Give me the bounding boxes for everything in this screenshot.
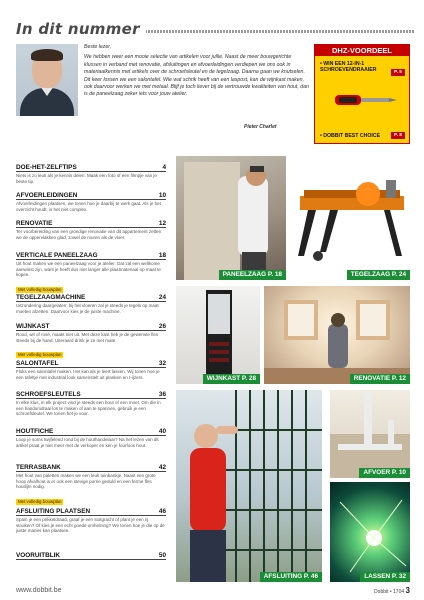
toc-entry-description: Rood, wit of rosé, maakt niet uit. Met deze kast heb je de gewenste fles steeds bij de hand. Uiteraard drink je ze met mate. <box>16 332 159 343</box>
toc-entry-description: Spain je een prikkeldraad, graaf je een stotgracht of plant je een rij struiken? Of kies je een echt goede omheining? We tonen hoe je die op de juiste manier kan plaatsen. <box>16 517 165 533</box>
toc-entry-page: 36 <box>158 391 166 398</box>
toc-entry-title: VOORUITBLIK <box>16 552 61 559</box>
caption-afvoer: AFVOER P. 10 <box>359 468 410 478</box>
toc-entry-title: RENOVATIE <box>16 220 53 227</box>
toc-entry-description: Fluks een salontafel maken. Het kan als je leert lassen. Wij tonen hoe je een tafeltje met industrial look samenstelt uit planken en I-ijzers. <box>16 369 160 380</box>
footer-issue: Dobbit • 1704 <box>374 589 405 595</box>
photo-afvoer[interactable] <box>330 390 410 478</box>
caption-tegelzaag: TEGELZAAG P. 24 <box>347 270 410 280</box>
toc-entry-page: 18 <box>158 252 166 259</box>
promo-item-best-choice-page: P. 8 <box>391 132 405 139</box>
toc-entry-description: Niets is zo leuk als je kennis delen. Maak een foto of een filmpje van je beste tip. <box>16 173 157 184</box>
toc-entry-page: 10 <box>158 192 166 199</box>
intro-body: We hebben weer een mooie selectie van artikelen voor jullie. Naast de meer bouwgerichte klussen in verband met renovatie, afsluitingen en afvoerleidingen verdiepen we ons ook in materiaalkennis met artikels over de schroefsleutel en de tegelzaag. Daarna gaan we knutselen. Dit keer lossen we een salontafel. Wie wat schrik heeft van een laspost, kan de wijnkast maken, ook daarvoor werken we met metaal. Blijf je toch liever bij de vertrouwde kwaliteiten van hout, dan is de paneelzaag zeker iets voor jouw atelier. <box>84 54 309 98</box>
toc-entry[interactable] <box>16 428 166 448</box>
toc-entry-title: VERTICALE PANEELZAAG <box>16 252 98 259</box>
page-title: In dit nummer <box>16 20 146 38</box>
toc-entry-title: TEGELZAAGMACHINE <box>16 294 86 301</box>
toc-entry-page: 46 <box>158 508 166 515</box>
welding-image <box>330 482 410 582</box>
editorial-intro <box>84 44 310 130</box>
toc-entry-title: AFVOERLEIDINGEN <box>16 192 78 199</box>
toc-entry[interactable] <box>16 220 166 240</box>
paneelzaag-image <box>176 156 286 280</box>
caption-paneelzaag: PANEELZAAG P. 18 <box>219 270 286 280</box>
promo-item-screwdriver-page: P. 5 <box>391 69 405 76</box>
photo-afsluiting[interactable] <box>176 390 322 582</box>
toc-entry[interactable] <box>16 360 166 380</box>
toc-entry-page: 50 <box>158 552 166 559</box>
toc-entry-title: SCHROEFSLEUTELS <box>16 391 81 398</box>
toc-entry[interactable] <box>16 252 166 296</box>
bouwplan-badge: Met volledig bouwplan <box>18 498 62 504</box>
footer-folio <box>374 586 410 595</box>
intro-greeting: Beste lezer, <box>84 44 112 50</box>
toc-entry-description: In elke klus, in elk project vind je steeds een bout of een moer. Om die in een handomdraai los te maken of aan te spannen, gebruik je een schroefsleutel. We tonen het je voor. <box>16 400 161 416</box>
toc-entry-page: 42 <box>158 464 166 471</box>
toc-entry[interactable] <box>16 552 166 560</box>
toc-entry-page: 40 <box>158 428 166 435</box>
tile-saw-image <box>290 156 410 280</box>
screwdriver-icon <box>333 85 399 115</box>
wine-cabinet-image <box>176 286 260 384</box>
toc-entry[interactable] <box>16 164 166 184</box>
caption-lassen: LASSEN P. 32 <box>360 572 410 582</box>
promo-title: DHZ-VOORDEEL <box>315 45 409 56</box>
toc-entry-description: Afvoerleidingen plaatsen, we tonen hoe je daarbij te werk gaat. Als je het overzicht houdt, is het niet complex. <box>16 201 161 212</box>
drain-pipe-image <box>330 390 410 478</box>
toc-entry-page: 12 <box>158 220 166 227</box>
toc-entry-page: 24 <box>158 294 166 301</box>
bouwplan-badge: Met volledig bouwplan <box>18 286 62 292</box>
editor-portrait <box>16 44 78 116</box>
promo-box[interactable] <box>314 44 410 144</box>
photo-lassen[interactable] <box>330 482 410 582</box>
toc-entry-title: DOE-HET-ZELFTIPS <box>16 164 77 171</box>
toc-entry-description: Met hout van paletten maken we een leuk tuinbankje. Naast een grote hoop afvalhout is er ook een stevige porrie geduld en een ferme fles houtlijm nodig. <box>16 473 156 489</box>
fence-image <box>176 390 322 582</box>
bouwplan-badge: Met volledig bouwplan <box>18 352 62 357</box>
toc-entry[interactable] <box>16 294 166 314</box>
toc-entry-title: SALONTAFEL <box>16 360 59 367</box>
toc-entry[interactable] <box>16 464 166 508</box>
photo-wijnkast[interactable] <box>176 286 260 384</box>
toc-entry-page: 32 <box>158 360 166 367</box>
toc-entry[interactable] <box>16 391 166 417</box>
page-number: 3 <box>405 586 410 595</box>
toc-entry-title: TERRASBANK <box>16 464 61 471</box>
photo-tegelzaag[interactable] <box>290 156 410 280</box>
toc-entry-description: Uitzondering daargelaten: bij het vloeren zal je steeds je tegels op maat moeten afzetten. Daarvoor kies je de juiste machine. <box>16 303 159 314</box>
photo-renovatie[interactable] <box>264 286 410 384</box>
toc-entry[interactable] <box>16 508 166 534</box>
photo-paneelzaag[interactable] <box>176 156 286 280</box>
toc-entry[interactable] <box>16 192 166 212</box>
toc-entry-page: 26 <box>158 323 166 330</box>
toc-entry-page: 4 <box>162 164 166 171</box>
toc-entry-title: HOUTFICHE <box>16 428 54 435</box>
toc-entry[interactable] <box>16 323 166 361</box>
toc-entry-description: Loop je soms twijfelend rond bij de houthandelaar? Na het lezen van dit artikel praat je niet meer met de verkoper en ken je fourfoos hout. <box>16 437 159 448</box>
footer-url[interactable]: www.dobbit.be <box>16 587 62 594</box>
page-header <box>16 20 414 38</box>
toc-entry-title: AFSLUITING PLAATSEN <box>16 508 91 515</box>
caption-afsluiting: AFSLUITING P. 46 <box>260 572 322 582</box>
toc-entry-description: Uit hout maken we een paneelzaag voor je atelier. Dat zal een wellkome aanwinst zijn, want je heeft dus niet langer alle plaatmateriaal op maat te kopen. <box>16 261 161 277</box>
toc-entry-description: Ter voorbereiding van een grondige renovatie van dit appartement zetten we de oppervlakken glad, zowel de muren als de vloer. <box>16 229 162 240</box>
promo-item-screwdriver[interactable]: • WIN EEN 12-IN-1 SCHROEVENDRAAIER <box>320 61 377 73</box>
caption-renovatie: RENOVATIE P. 12 <box>350 374 410 384</box>
editor-signature: Pieter Charlet <box>244 124 277 130</box>
toc-entry-title: WIJNKAST <box>16 323 50 330</box>
caption-wijnkast: WIJNKAST P. 28 <box>203 374 260 384</box>
promo-item-best-choice[interactable]: • DOBBIT BEST CHOICE <box>320 133 381 139</box>
renovation-image <box>264 286 410 384</box>
